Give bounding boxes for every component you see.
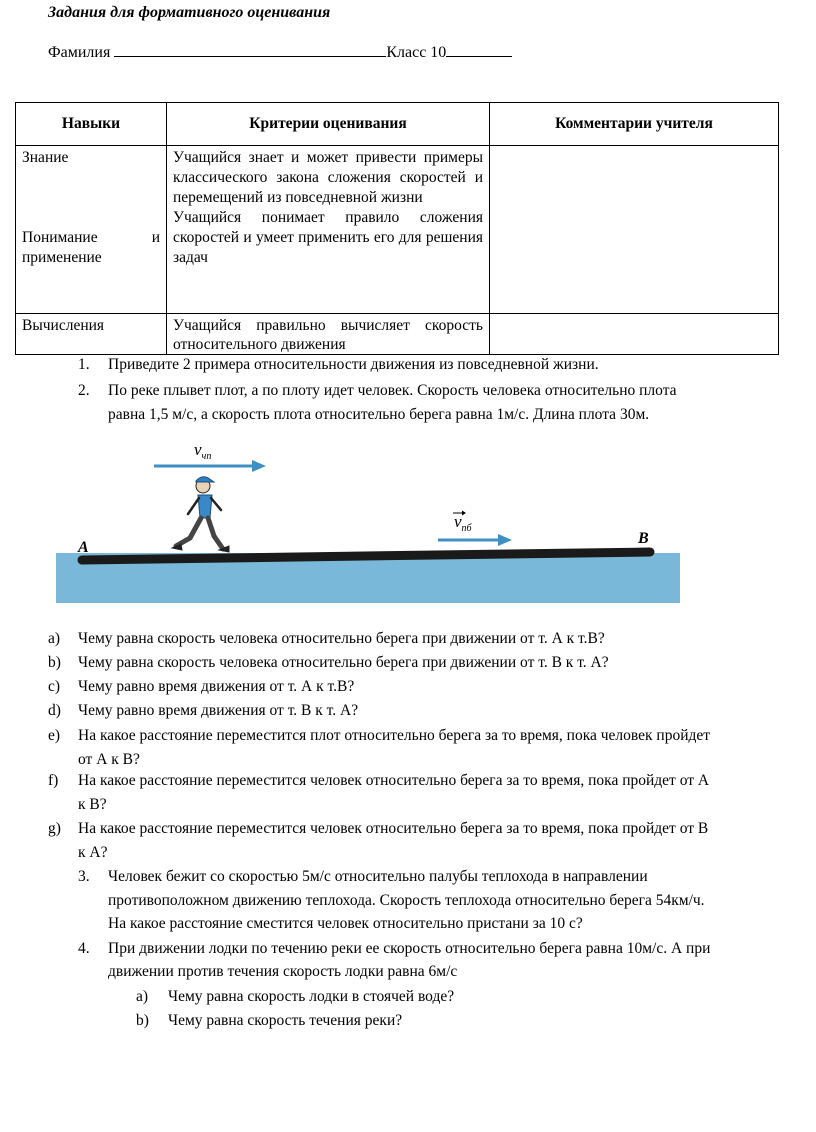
- person-velocity-label: $v_{чп}$: [194, 440, 212, 462]
- class-blank: [446, 42, 512, 57]
- criteria-cell: [167, 146, 490, 314]
- header-skills: Навыки: [16, 103, 167, 146]
- table-row: [16, 314, 779, 355]
- subquestion-text: На какое расстояние переместится человек относительно берега за то время, пока пройдет от А: [78, 772, 710, 789]
- raft-river-figure: [48, 440, 688, 605]
- point-b-label: B: [638, 530, 649, 547]
- surname-blank: [114, 42, 386, 57]
- subquestion-letter: a): [136, 988, 149, 1005]
- task-number: 2.: [78, 382, 90, 399]
- task-number: 3.: [78, 868, 90, 885]
- raft-velocity-label: $v_{пб}$: [454, 512, 472, 534]
- page-title: Задания для формативного оценивания: [48, 4, 331, 21]
- point-a-label: A: [78, 539, 89, 556]
- task-text-line: противоположном движению теплохода. Скорость теплохода относительно берега 54км/ч.: [108, 892, 705, 909]
- task-text: Приведите 2 примера относительности движения из повседневной жизни.: [108, 356, 599, 373]
- skill-understanding: Понимание и применение: [22, 229, 160, 266]
- subquestion-text: от А к В?: [78, 751, 140, 768]
- table-row: [16, 146, 779, 314]
- task-number: 4.: [78, 940, 90, 957]
- subquestion-text: На какое расстояние переместится плот относительно берега за то время, пока человек пройдет: [78, 727, 711, 744]
- subquestion-text: Чему равна скорость лодки в стоячей воде?: [168, 988, 455, 1005]
- skill-calculation: Вычисления: [16, 314, 167, 355]
- subquestion-letter: c): [48, 678, 61, 695]
- subquestion-letter: d): [48, 702, 61, 719]
- subquestion-text: Чему равна скорость течения реки?: [168, 1012, 403, 1029]
- subquestion-letter: a): [48, 630, 61, 647]
- subquestion-text: к А?: [78, 844, 108, 861]
- header-criteria: Критерии оценивания: [167, 103, 490, 146]
- task-text-line: При движении лодки по течению реки ее скорость относительно берега равна 10м/с. А при: [108, 940, 711, 957]
- subquestion-text: Чему равна скорость человека относительно берега при движении от т. А к т.В?: [78, 630, 605, 647]
- criterion-understanding: Учащийся понимает правило сложения скоростей и умеет применить его для решения задач: [173, 209, 483, 266]
- task-text-line: движении против течения скорость лодки равна 6м/с: [108, 963, 458, 980]
- skill-knowledge: Знание: [22, 149, 69, 166]
- class-label: Класс 10: [386, 44, 447, 61]
- subquestion-text: Чему равно время движения от т. В к т. А?: [78, 702, 359, 719]
- subquestion-letter: e): [48, 727, 61, 744]
- subquestion-letter: b): [48, 654, 61, 671]
- subquestion-letter: f): [48, 772, 59, 789]
- table-header-row: [16, 103, 779, 146]
- subquestion-letter: g): [48, 820, 61, 837]
- subquestion-letter: b): [136, 1012, 149, 1029]
- task-text-line: Человек бежит со скоростью 5м/с относительно палубы теплохода в направлении: [108, 868, 648, 885]
- task-text-line: По реке плывет плот, а по плоту идет человек. Скорость человека относительно плота: [108, 382, 677, 399]
- subquestion-text: к В?: [78, 796, 107, 813]
- surname-label: Фамилия: [48, 44, 111, 61]
- subquestion-text: Чему равно время движения от т. А к т.В?: [78, 678, 355, 695]
- header-comments: Комментарии учителя: [490, 103, 779, 146]
- name-class-line: [48, 42, 512, 62]
- criterion-knowledge: Учащийся знает и может привести примеры классического закона сложения скоростей и перемещений из повседневной жизни: [173, 149, 483, 206]
- task-number: 1.: [78, 356, 90, 373]
- subquestion-text: На какое расстояние переместится человек относительно берега за то время, пока пройдет от В: [78, 820, 709, 837]
- skill-cell: [16, 146, 167, 314]
- task-text-line: равна 1,5 м/с, а скорость плота относительно берега равна 1м/с. Длина плота 30м.: [108, 406, 650, 423]
- task-text-line: На какое расстояние сместится человек относительно пристани за 10 с?: [108, 915, 583, 932]
- comment-cell[interactable]: [490, 146, 779, 314]
- criteria-table: [15, 102, 779, 355]
- comment-cell[interactable]: [490, 314, 779, 355]
- criterion-calculation: Учащийся правильно вычисляет скорость относительного движения: [167, 314, 490, 355]
- subquestion-text: Чему равна скорость человека относительно берега при движении от т. В к т. А?: [78, 654, 609, 671]
